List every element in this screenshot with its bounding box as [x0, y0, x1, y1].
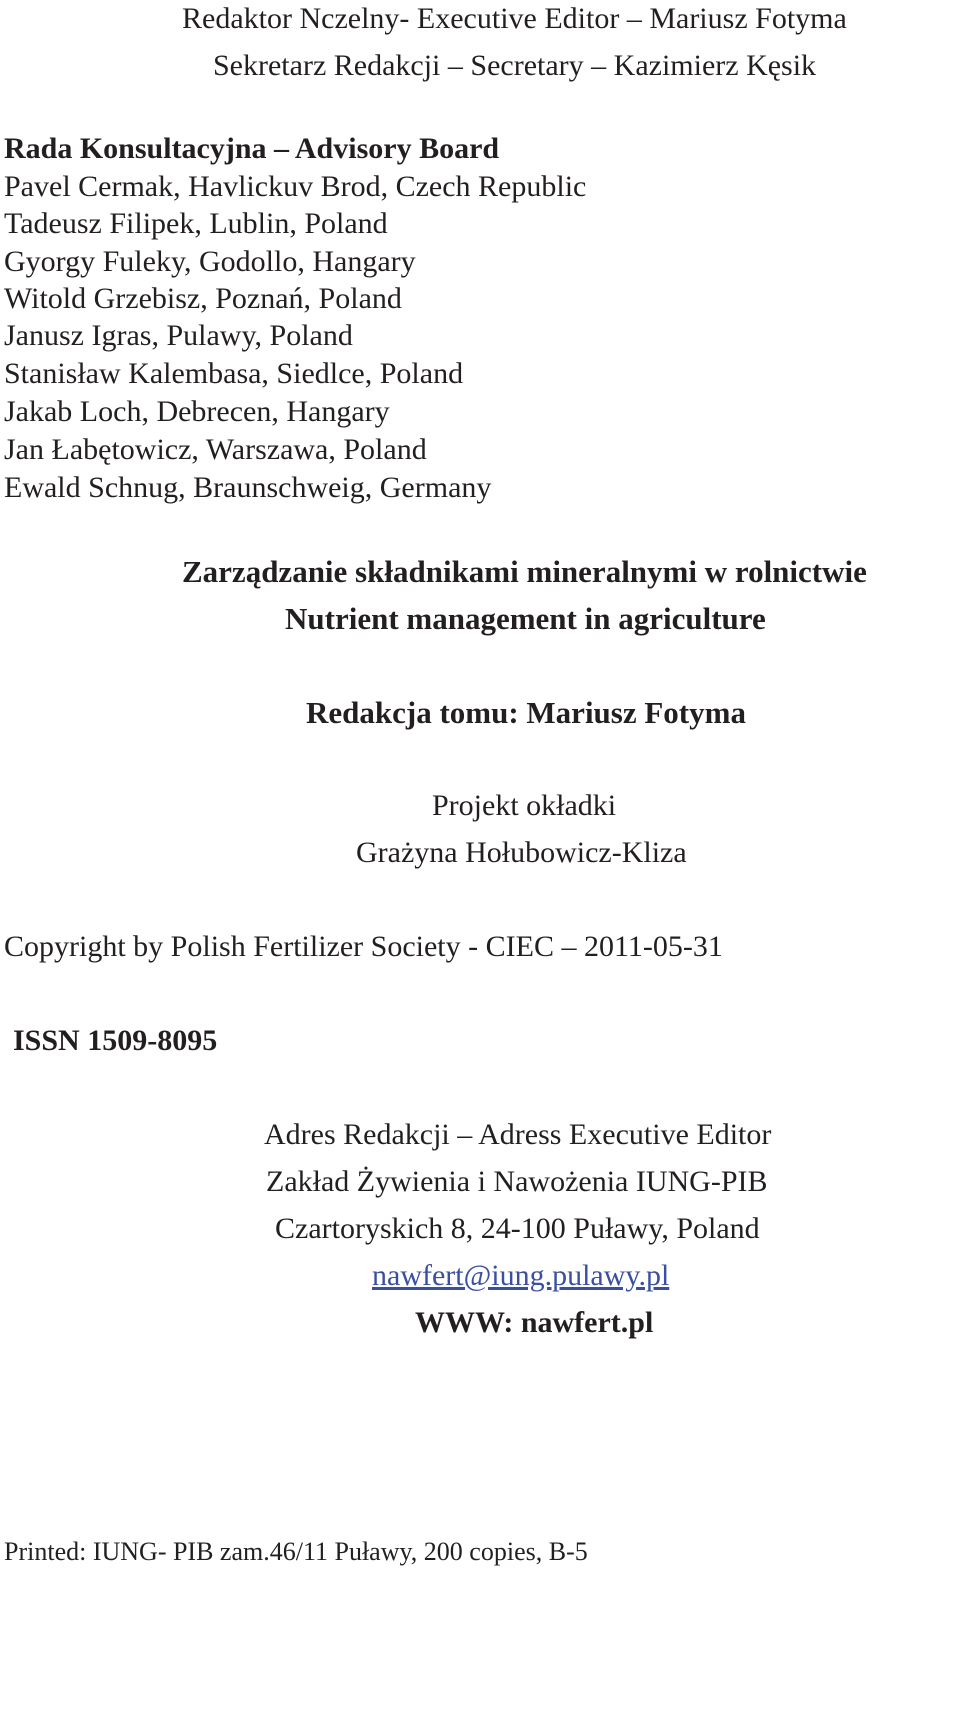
address-institution: Zakład Żywienia i Nawożenia IUNG-PIB	[266, 1165, 768, 1198]
board-member: Jakab Loch, Debrecen, Hangary	[4, 395, 390, 428]
board-member: Ewald Schnug, Braunschweig, Germany	[4, 471, 492, 504]
website-line: WWW: nawfert.pl	[415, 1306, 654, 1339]
address-street: Czartoryskich 8, 24-100 Puławy, Poland	[275, 1212, 760, 1245]
board-member: Pavel Cermak, Havlickuv Brod, Czech Republic	[4, 170, 587, 203]
copyright-line: Copyright by Polish Fertilizer Society - CIEC – 2011-05-31	[4, 930, 723, 963]
volume-editor: Redakcja tomu: Mariusz Fotyma	[306, 695, 746, 730]
volume-title-en: Nutrient management in agriculture	[285, 601, 766, 636]
board-member: Janusz Igras, Pulawy, Poland	[4, 319, 353, 352]
board-member: Witold Grzebisz, Poznań, Poland	[4, 282, 402, 315]
board-member: Jan Łabętowicz, Warszawa, Poland	[4, 433, 427, 466]
chief-editor-line: Redaktor Nczelny- Executive Editor – Mariusz Fotyma	[182, 2, 847, 35]
secretary-line: Sekretarz Redakcji – Secretary – Kazimierz Kęsik	[213, 49, 817, 82]
cover-designer: Grażyna Hołubowicz-Kliza	[356, 836, 687, 869]
issn-line: ISSN 1509-8095	[13, 1024, 218, 1057]
cover-label: Projekt okładki	[432, 789, 617, 822]
advisory-board-heading: Rada Konsultacyjna – Advisory Board	[4, 132, 500, 165]
board-member: Stanisław Kalembasa, Siedlce, Poland	[4, 357, 464, 390]
email-link[interactable]: nawfert@iung.pulawy.pl	[372, 1259, 670, 1292]
printed-line: Printed: IUNG- PIB zam.46/11 Puławy, 200 copies, B-5	[4, 1537, 588, 1566]
board-member: Tadeusz Filipek, Lublin, Poland	[4, 207, 388, 240]
address-heading: Adres Redakcji – Adress Executive Editor	[264, 1118, 772, 1151]
volume-title-pl: Zarządzanie składnikami mineralnymi w rolnictwie	[182, 554, 867, 589]
board-member: Gyorgy Fuleky, Godollo, Hangary	[4, 245, 416, 278]
